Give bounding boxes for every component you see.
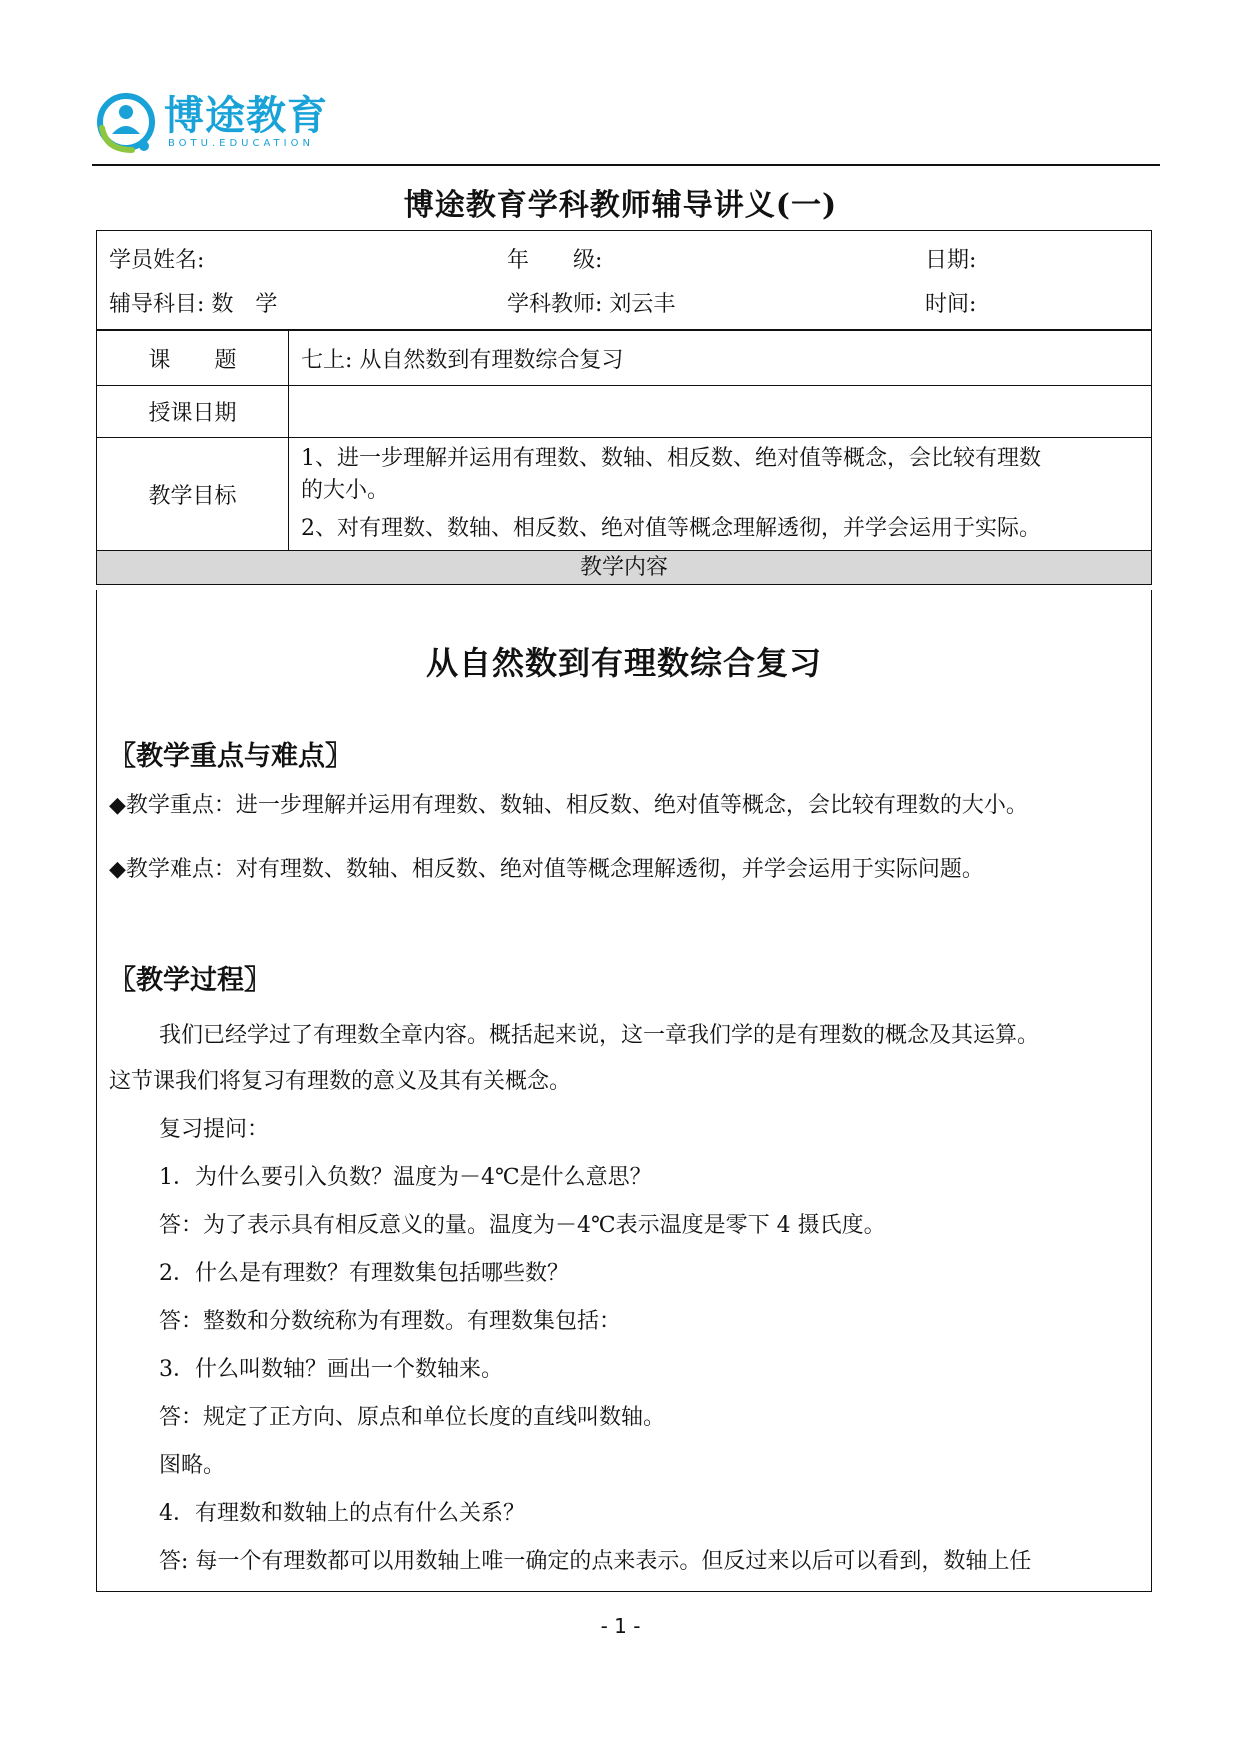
- goal-label: 教学目标: [97, 438, 289, 551]
- page-number: - 1 -: [600, 1614, 641, 1638]
- answer-3: 答：规定了正方向、原点和单位长度的直线叫数轴。: [159, 1405, 666, 1430]
- answer-2: 答：整数和分数统称为有理数。有理数集包括：: [159, 1309, 622, 1334]
- lesson-meta-table: [96, 330, 1152, 585]
- review-heading: 复习提问：: [159, 1117, 270, 1142]
- difficult-point: ◆教学难点：对有理数、数轴、相反数、绝对值等概念理解透彻，并学会运用于实际问题。: [109, 857, 984, 882]
- intro-line-1: 我们已经学过了有理数全章内容。概括起来说，这一章我们学的是有理数的概念及其运算。: [159, 1023, 1040, 1048]
- main-content: [96, 590, 1152, 1592]
- logo-name-cn: 博途教育: [164, 93, 328, 139]
- student-name-label: 学员姓名:: [109, 248, 205, 273]
- date-label: 日期:: [925, 248, 977, 273]
- topic-label: 课 题: [97, 331, 289, 386]
- goal-1a: 1、进一步理解并运用有理数、数轴、相反数、绝对值等概念，会比较有理数: [301, 446, 1041, 471]
- lesson-date-label: 授课日期: [97, 386, 289, 438]
- section-process: 〖教学过程〗: [109, 965, 271, 996]
- intro-line-2: 这节课我们将复习有理数的意义及其有关概念。: [109, 1069, 572, 1094]
- subject-label: 辅导科目: 数 学: [109, 292, 278, 317]
- question-3: 3．什么叫数轴？画出一个数轴来。: [159, 1357, 503, 1382]
- lesson-date-row: [97, 386, 1152, 438]
- goal-2: 2、对有理数、数轴、相反数、绝对值等概念理解透彻，并学会运用于实际。: [301, 516, 1041, 541]
- logo-mark-icon: [92, 88, 160, 156]
- topic-row: [97, 331, 1152, 386]
- answer-4: 答: 每一个有理数都可以用数轴上唯一确定的点来表示。但反过来以后可以看到，数轴上任: [159, 1549, 1032, 1574]
- header-rule: [92, 164, 1160, 166]
- section-key-points: 〖教学重点与难点〗: [109, 741, 352, 772]
- answer-1: 答：为了表示具有相反意义的量。温度为－4℃表示温度是零下 4 摄氏度。: [159, 1213, 886, 1238]
- goal-value: [289, 438, 1152, 551]
- topic-value: 七上: 从自然数到有理数综合复习: [289, 331, 1152, 386]
- teacher-label: 学科教师: 刘云丰: [507, 292, 676, 317]
- question-4: 4．有理数和数轴上的点有什么关系？: [159, 1501, 525, 1526]
- answer-3-figure-note: 图略。: [159, 1453, 226, 1478]
- document-title: 博途教育学科教师辅导讲义(一): [403, 188, 838, 223]
- logo-name-en: BOTU.EDUCATION: [168, 138, 314, 149]
- time-label: 时间:: [925, 292, 977, 317]
- main-title: 从自然数到有理数综合复习: [425, 644, 822, 682]
- grade-label: 年 级:: [507, 248, 603, 273]
- logo: [92, 88, 352, 158]
- question-1: 1．为什么要引入负数？温度为－4℃是什么意思？: [159, 1165, 652, 1190]
- goal-row: [97, 438, 1152, 551]
- content-header-row: [97, 551, 1152, 585]
- lesson-date-value: [289, 386, 1152, 438]
- key-point: ◆教学重点：进一步理解并运用有理数、数轴、相反数、绝对值等概念，会比较有理数的大小。: [109, 793, 1028, 818]
- student-info-box: [96, 230, 1152, 330]
- question-2: 2．什么是有理数？有理数集包括哪些数？: [159, 1261, 569, 1286]
- content-header: 教学内容: [97, 551, 1152, 585]
- goal-1b: 的大小。: [301, 478, 390, 503]
